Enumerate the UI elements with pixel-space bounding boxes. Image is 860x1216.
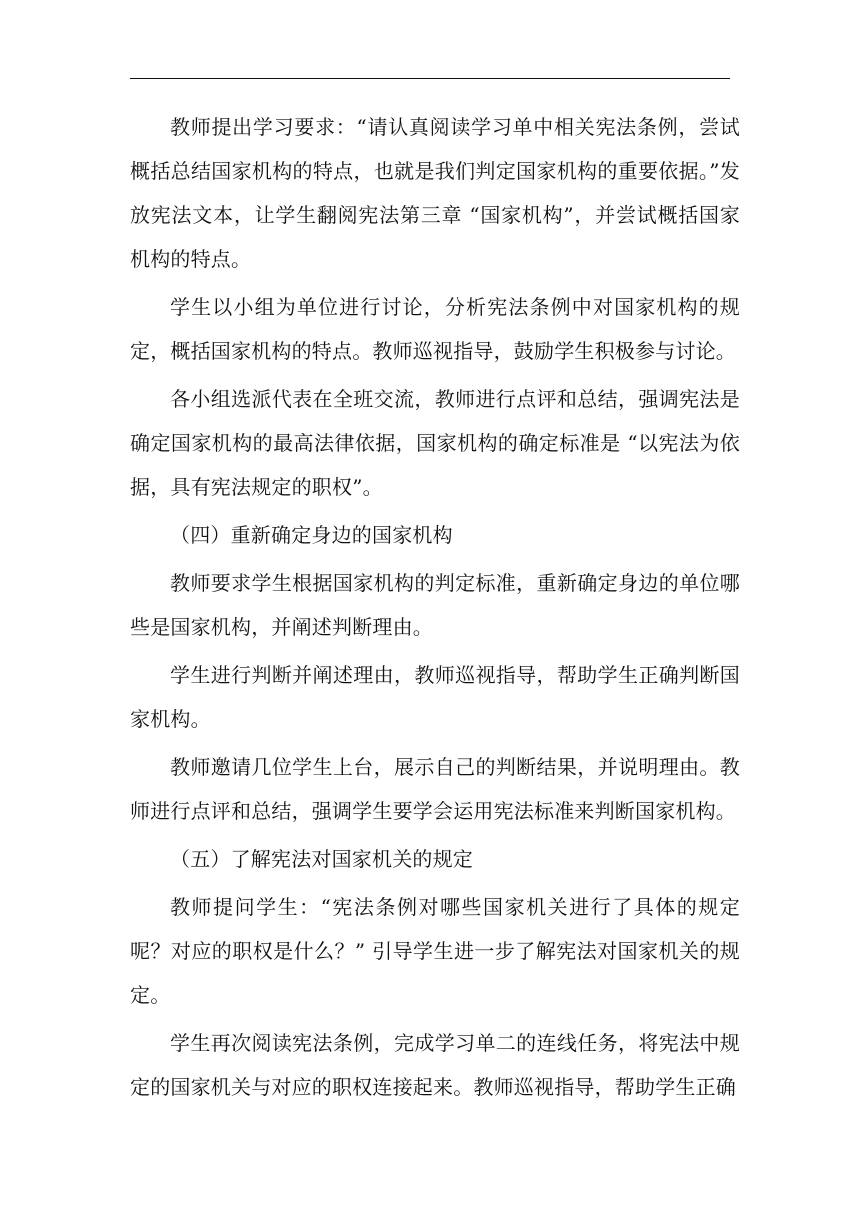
paragraph-judgement: 学生进行判断并阐述理由，教师巡视指导，帮助学生正确判断国家机构。 (130, 663, 740, 731)
paragraph-matching-task: 学生再次阅读宪法条例，完成学习单二的连线任务，将宪法中规定的国家机关与对应的职权连接起来。教师巡视指导，帮助学生正确 (130, 1031, 740, 1099)
paragraph-group-discussion: 学生以小组为单位进行讨论，分析宪法条例中对国家机构的规定，概括国家机构的特点。教师巡视指导，鼓励学生积极参与讨论。 (130, 295, 740, 363)
paragraph-presentation: 教师邀请几位学生上台，展示自己的判断结果，并说明理由。教师进行点评和总结，强调学生要学会运用宪法标准来判断国家机构。 (130, 755, 740, 823)
document-body (130, 105, 740, 1109)
paragraph-requirements: 教师提出学习要求：“请认真阅读学习单中相关宪法条例，尝试概括总结国家机构的特点，也就是我们判定国家机构的重要依据。”发放宪法文本，让学生翻阅宪法第三章 “国家机构”，并尝试概括国家机构的特点。 (130, 115, 740, 271)
section-heading-4: （四）重新确定身边的国家机构 (170, 523, 453, 547)
header-rule (130, 78, 730, 79)
paragraph-class-exchange: 各小组选派代表在全班交流，教师进行点评和总结，强调宪法是确定国家机构的最高法律依据，国家机构的确定标准是 “以宪法为依据，具有宪法规定的职权”。 (130, 387, 740, 499)
section-heading-5: （五）了解宪法对国家机关的规定 (170, 847, 473, 871)
paragraph-redetermine: 教师要求学生根据国家机构的判定标准，重新确定身边的单位哪些是国家机构，并阐述判断理由。 (130, 571, 740, 639)
paragraph-question: 教师提问学生：“宪法条例对哪些国家机关进行了具体的规定呢？对应的职权是什么？” 引导学生进一步了解宪法对国家机关的规定。 (130, 895, 740, 1007)
